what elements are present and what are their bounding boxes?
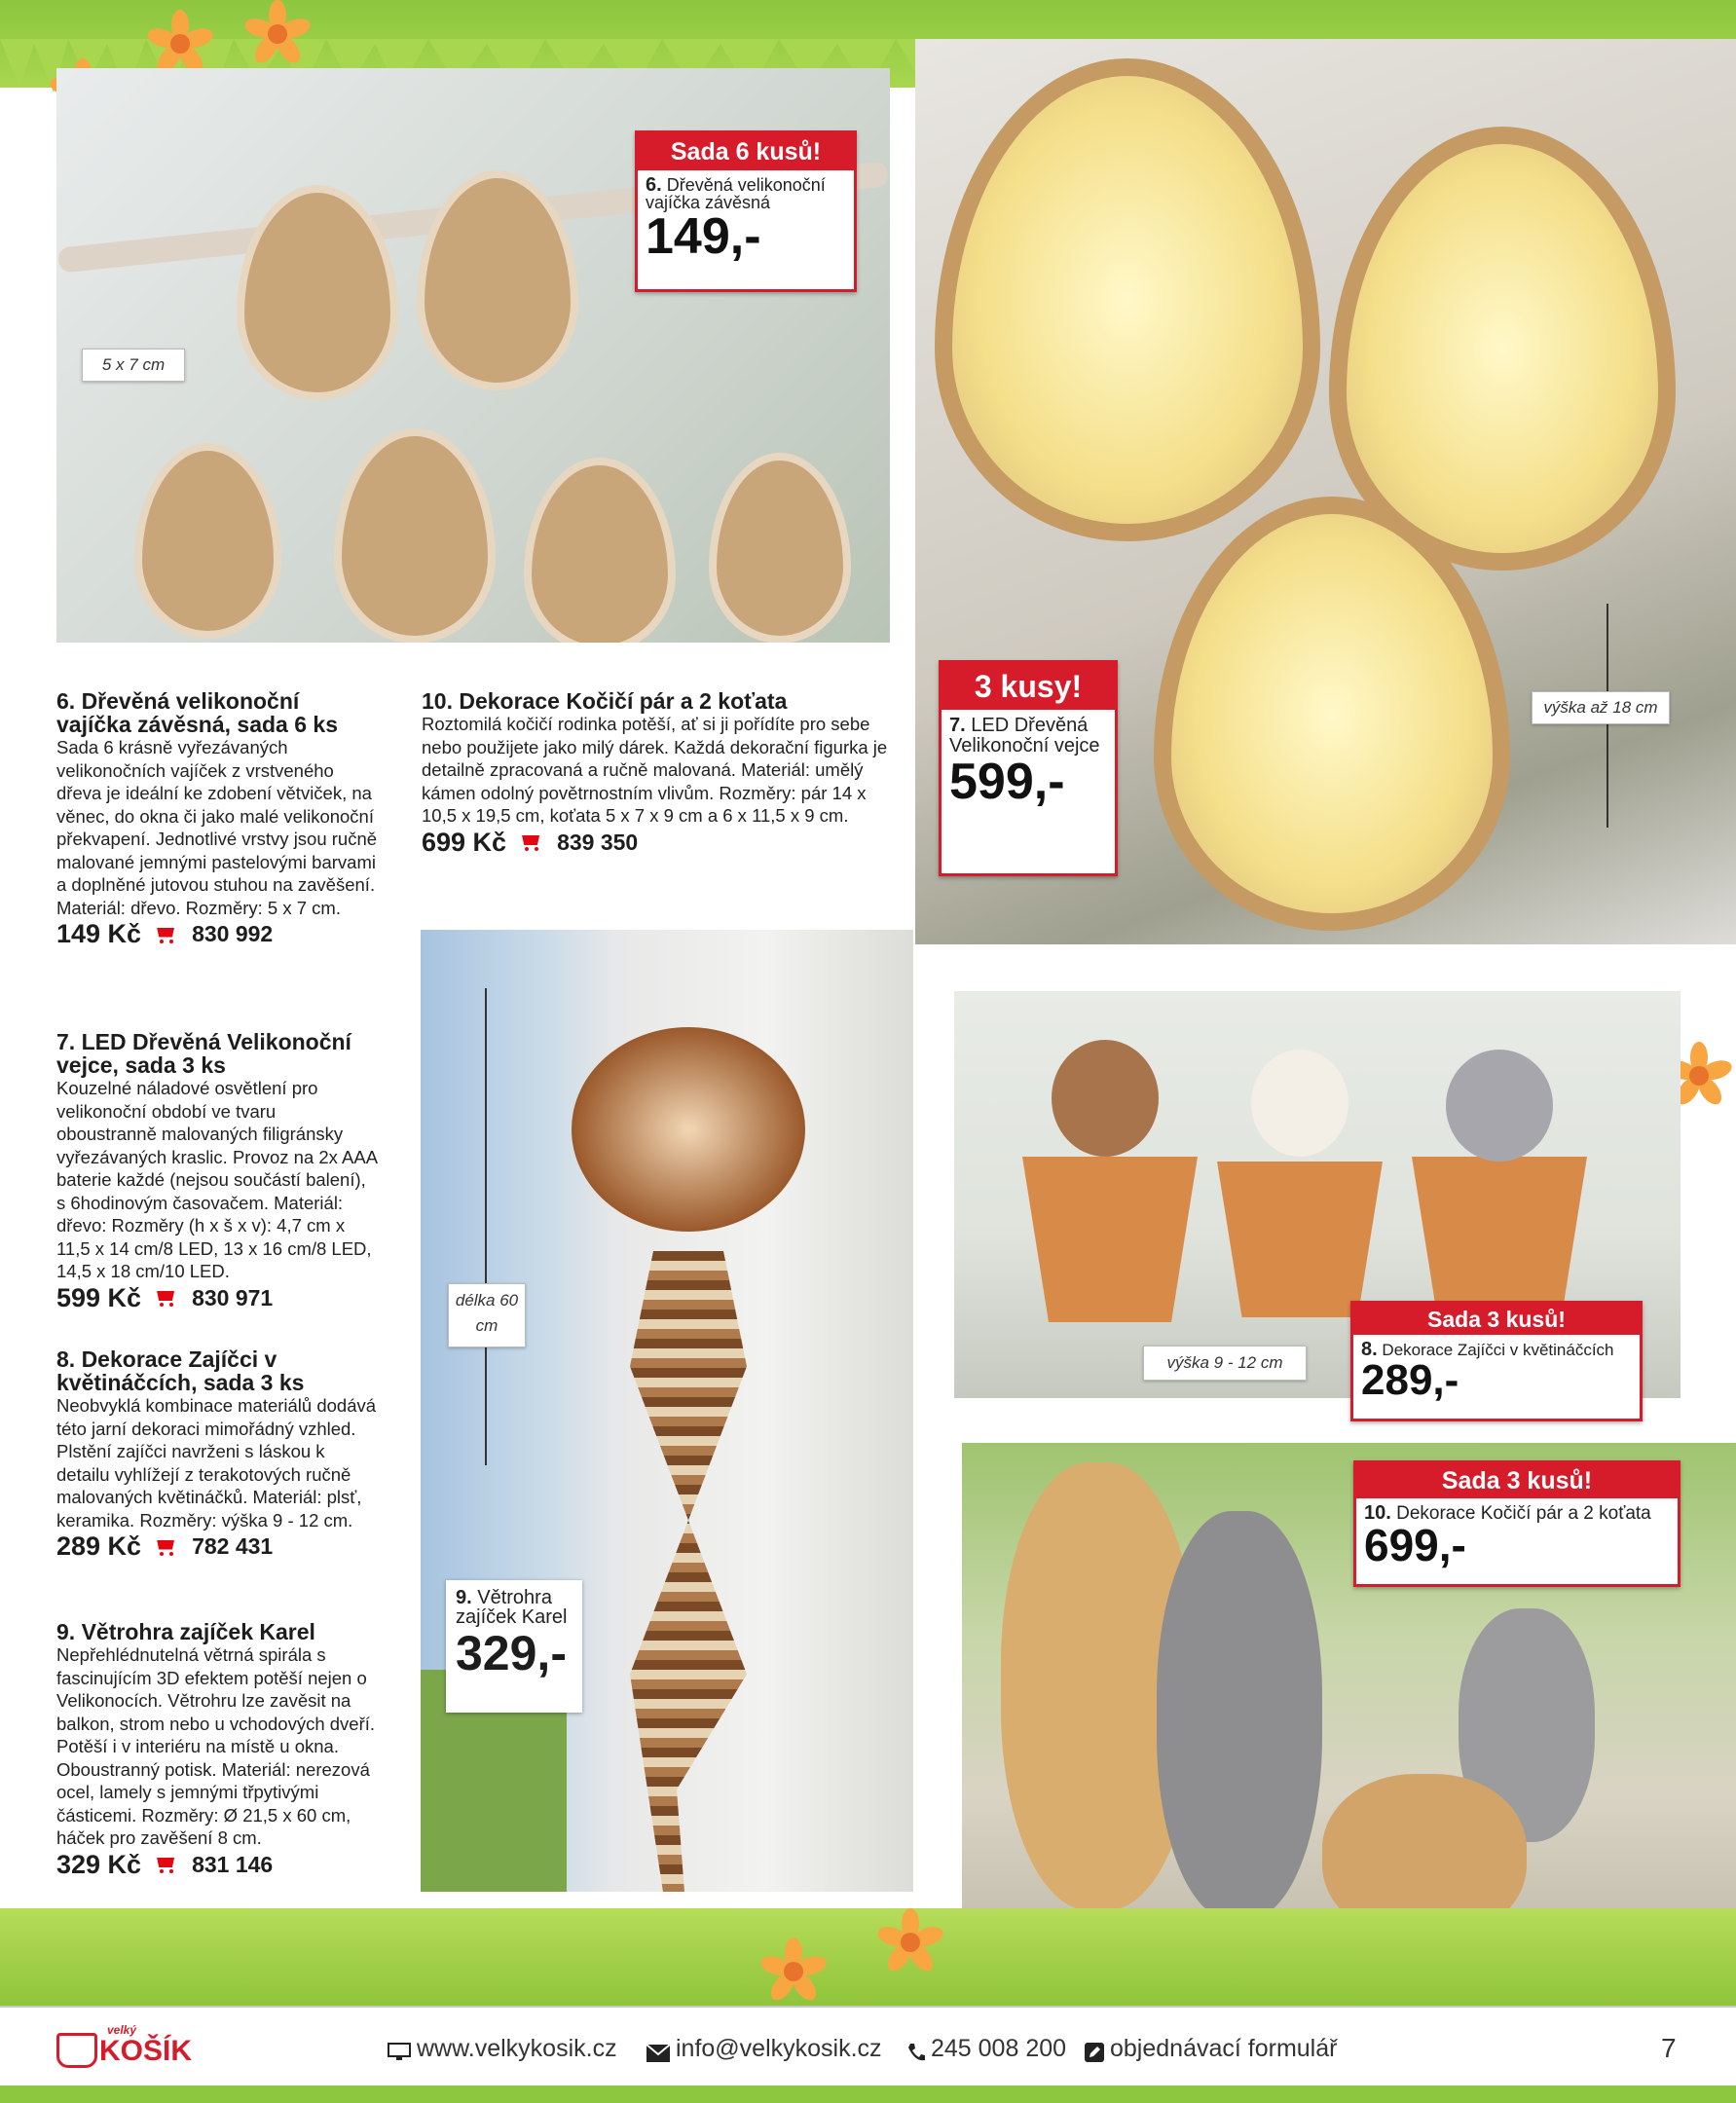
- product-description: Sada 6 krásně vyřezávaných velikonočních vajíček z vrstveného dřeva je ideální ke zdobení větviček, na věnec, do okna či jako malé velikonoční překvapení. Jednotlivé vrstvy jsou ručně malované jemnými pastelovými barvami a doplněné jutovou stuhou na zavěšení. Materiál: dřevo. Rozměry: 5 x 7 cm.: [56, 737, 378, 918]
- tag-name: Dekorace Zajíčci v květináčcích: [1382, 1341, 1614, 1359]
- product-block-8: [56, 1347, 378, 1562]
- product-description: Roztomilá kočičí rodinka potěší, ať si ji pořídíte pro sebe nebo použijete jako milý dárek. Každá dekorační figurka je detailně zpracovaná a ručně malovaná. Materiál: umělý kámen odolný povětrnostním vlivům. Rozměry: pár 14 x 10,5 x 19,5 cm, koťata 5 x 7 x 9 cm a 6 x 11,5 x 9 cm.: [422, 714, 888, 826]
- egg-ornament: [524, 458, 676, 643]
- tag-header: Sada 3 kusů!: [1356, 1463, 1678, 1498]
- tag-name: Dřevěná velikonoční vajíčka závěsná: [646, 175, 826, 212]
- phone-icon: [907, 2041, 925, 2058]
- product-block-6: [56, 689, 378, 949]
- product-title: 6. Dřevěná velikonoční vajíčka závěsná, sada 6 ks: [56, 688, 338, 737]
- phone-number[interactable]: 245 008 200: [931, 2035, 1067, 2062]
- edit-icon: [1085, 2041, 1104, 2058]
- cart-icon: [155, 926, 178, 943]
- cat-figurine: [1157, 1511, 1322, 1920]
- dimension-label-bunnies: výška 9 - 12 cm: [1143, 1346, 1307, 1381]
- product-code: 831 146: [192, 1851, 274, 1877]
- tag-price: 699,-: [1364, 1520, 1466, 1570]
- cart-icon: [155, 1289, 178, 1307]
- bottom-grass-banner: [0, 1908, 1736, 2006]
- flower-decoration: [876, 1908, 944, 1976]
- price-tag-eggs: [635, 130, 857, 292]
- tag-description: [638, 170, 854, 211]
- product-description: Kouzelné náladové osvětlení pro velikonoční období ve tvaru oboustranně malovaných filigránsky vyřezávaných kraslic. Provoz na 2x AAA baterie každé (nejsou součástí balení), s 6hodinovým časovačem. Materiál: dřevo: Rozměry (h x š x v): 4,7 cm x 11,5 x 14 cm/8 LED, 13 x 16 cm/8 LED, 14,5 x 18 cm/10 LED.: [56, 1078, 378, 1281]
- tag-price: 149,-: [646, 208, 761, 265]
- order-form-link[interactable]: objednávací formulář: [1110, 2035, 1338, 2062]
- tag-header: Sada 6 kusů!: [638, 133, 854, 170]
- price-tag-bunnies: [1350, 1301, 1643, 1421]
- product-price-row: [422, 828, 895, 858]
- email-link[interactable]: info@velkykosik.cz: [676, 2035, 882, 2062]
- product-title: 10. Dekorace Kočičí pár a 2 koťata: [422, 688, 788, 714]
- envelope-icon: [646, 2041, 670, 2058]
- dimension-label-spinner: délka 60 cm: [448, 1283, 526, 1347]
- tag-name: Větrohra zajíček Karel: [456, 1587, 568, 1628]
- tag-header: Sada 3 kusů!: [1353, 1304, 1640, 1335]
- flower-pot: [1217, 1162, 1383, 1317]
- product-title: 7. LED Dřevěná Velikonoční vejce, sada 3 ks: [56, 1029, 351, 1078]
- product-code: 830 992: [192, 921, 274, 946]
- product-price-row: [56, 1531, 378, 1562]
- bunny-head: [572, 1027, 805, 1232]
- led-egg: [1329, 127, 1676, 571]
- product-description: Neobvyklá kombinace materiálů dodává této jarní dekoraci mimořádný vzhled. Plstění zajíčci navrženi s láskou k detailu vyhlížejí z terakotových ručně malovaných květináčků. Materiál: plsť, keramika. Rozměry: výška 9 - 12 cm.: [56, 1395, 377, 1531]
- logo-small-text: velký: [107, 2023, 137, 2037]
- felt-bunny: [1251, 1050, 1348, 1157]
- tag-name: Dekorace Kočičí pár a 2 koťata: [1396, 1503, 1651, 1524]
- monitor-icon: [388, 2041, 411, 2058]
- spiral-lamellas: [630, 1251, 747, 1892]
- product-code: 782 431: [192, 1533, 274, 1559]
- felt-bunny: [1052, 1040, 1159, 1157]
- tag-number: 8.: [1361, 1339, 1378, 1360]
- egg-ornament: [334, 428, 496, 643]
- product-price: 289 Kč: [56, 1531, 142, 1561]
- cart-icon: [155, 1538, 178, 1556]
- tag-number: 7.: [949, 715, 966, 736]
- product-price-row: [56, 919, 378, 949]
- footer-order-form[interactable]: [1085, 2035, 1337, 2063]
- photo-wind-spinner: [421, 930, 913, 1892]
- product-block-7: [56, 1030, 378, 1313]
- flower-decoration: [759, 1937, 828, 2006]
- tag-description: [942, 710, 1115, 756]
- footer-green-strip: [0, 2085, 1736, 2103]
- basket-icon: [56, 2033, 97, 2068]
- page-number: 7: [1661, 2033, 1677, 2063]
- product-code: 839 350: [557, 829, 639, 855]
- cart-icon: [520, 833, 543, 851]
- price-tag-cats: [1353, 1460, 1681, 1587]
- footer-email[interactable]: [646, 2035, 882, 2063]
- product-price: 149 Kč: [56, 919, 142, 948]
- tag-number: 9.: [456, 1587, 472, 1608]
- product-code: 830 971: [192, 1284, 274, 1310]
- product-title: 8. Dekorace Zajíčci v květináčcích, sada 3 ks: [56, 1347, 305, 1395]
- product-description: Nepřehlédnutelná větrná spirála s fascinujícím 3D efektem potěší nejen o Velikonocích. Větrohru lze zavěsit na balkon, strom nebo u vchodových dveří. Potěší i v interiéru na místě u okna. Oboustranný potisk. Materiál: nerezová ocel, lamely s jemnými třpytivými částicemi. Rozměry: Ø 21,5 x 60 cm, háček pro zavěšení 8 cm.: [56, 1644, 376, 1848]
- tag-description: [446, 1580, 582, 1627]
- dimension-label-eggs: 5 x 7 cm: [82, 349, 185, 382]
- price-tag-led: [939, 660, 1118, 876]
- egg-ornament: [134, 443, 281, 639]
- tag-header: 3 kusy!: [942, 663, 1115, 710]
- product-price-row: [56, 1850, 378, 1880]
- product-price: 329 Kč: [56, 1849, 142, 1879]
- logo-text: KOŠÍK: [99, 2035, 193, 2067]
- product-block-9: [56, 1620, 378, 1880]
- product-price: 599 Kč: [56, 1282, 142, 1312]
- flower-decoration: [243, 0, 312, 68]
- flower-pot: [1412, 1157, 1587, 1322]
- tag-number: 6.: [646, 174, 662, 196]
- product-block-10: [422, 689, 895, 858]
- egg-ornament: [709, 453, 851, 643]
- led-egg: [935, 58, 1320, 541]
- logo[interactable]: [56, 2023, 193, 2072]
- website-link[interactable]: www.velkykosik.cz: [417, 2035, 617, 2062]
- cart-icon: [155, 1856, 178, 1873]
- product-price-row: [56, 1283, 378, 1313]
- tag-price: 289,-: [1361, 1356, 1459, 1404]
- tag-number: 10.: [1364, 1502, 1391, 1524]
- dimension-label-led: výška až 18 cm: [1532, 691, 1670, 724]
- tag-name: LED Dřevěná Velikonoční vejce: [949, 715, 1100, 756]
- product-title: 9. Větrohra zajíček Karel: [56, 1619, 315, 1644]
- felt-bunny: [1446, 1050, 1553, 1162]
- tag-price: 329,-: [456, 1626, 567, 1680]
- tag-price: 599,-: [949, 754, 1065, 810]
- product-price: 699 Kč: [422, 827, 507, 857]
- flower-pot: [1022, 1157, 1198, 1322]
- footer-phone[interactable]: [907, 2035, 1066, 2063]
- price-tag-spinner: [446, 1580, 582, 1713]
- footer-website[interactable]: [388, 2035, 617, 2063]
- length-arrow: [485, 988, 487, 1465]
